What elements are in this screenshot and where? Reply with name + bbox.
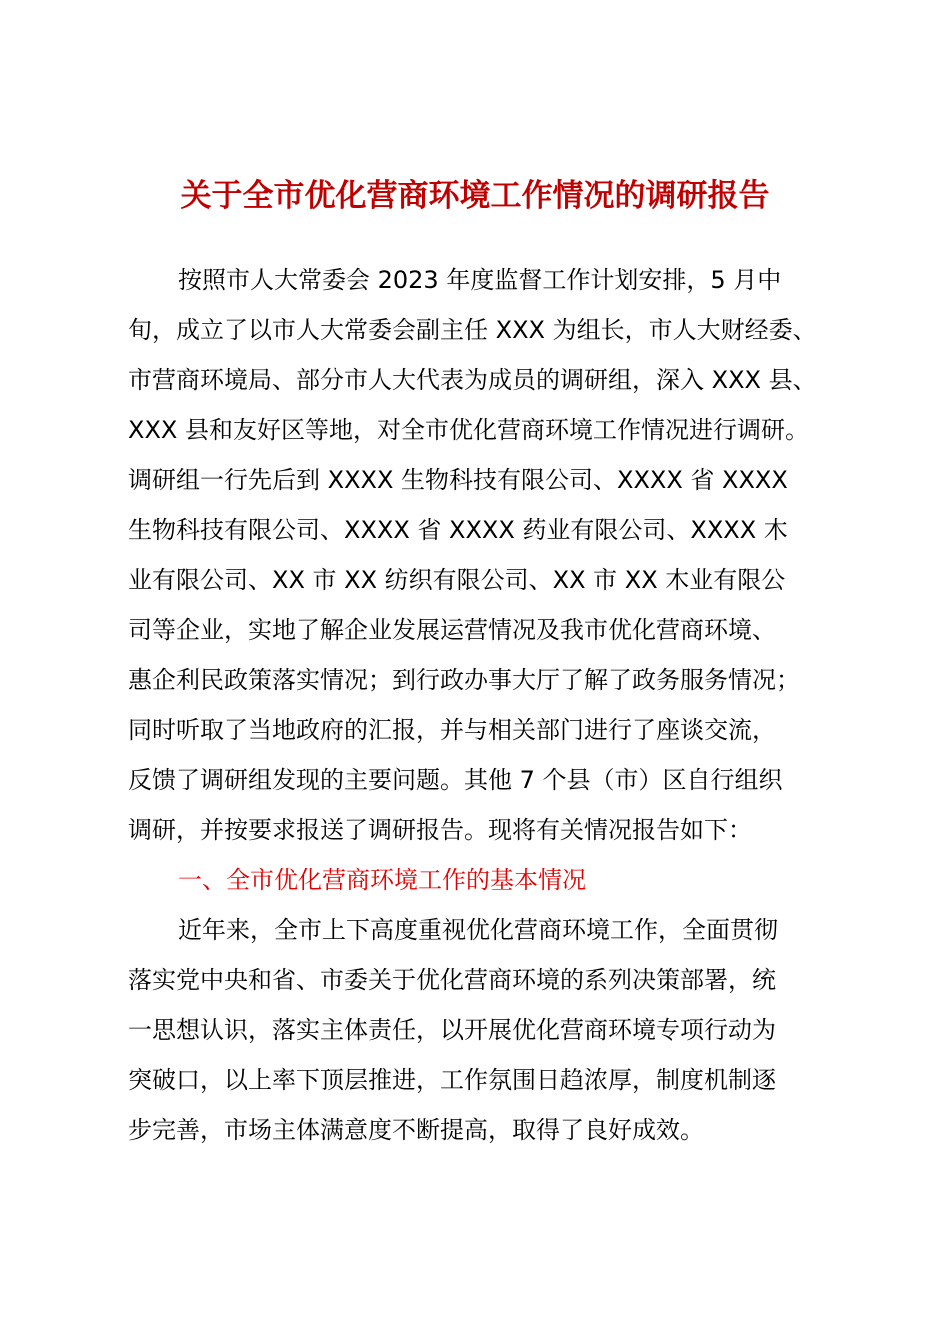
paragraph-line: 步完善，市场主体满意度不断提高，取得了良好成效。 (128, 1116, 704, 1144)
paragraph-line: 同时听取了当地政府的汇报，并与相关部门进行了座谈交流， (128, 716, 776, 744)
paragraph-line: 按照市人大常委会 2023 年度监督工作计划安排，5 月中 (178, 266, 782, 294)
paragraph-line: 旬，成立了以市人大常委会副主任 XXX 为组长，市人大财经委、 (128, 316, 817, 344)
paragraph-line: 近年来，全市上下高度重视优化营商环境工作，全面贯彻 (178, 916, 778, 944)
paragraph-line: 生物科技有限公司、XXXX 省 XXXX 药业有限公司、XXXX 木 (128, 516, 788, 544)
paragraph-line: 突破口，以上率下顶层推进，工作氛围日趋浓厚，制度机制逐 (128, 1066, 776, 1094)
document-title: 关于全市优化营商环境工作情况的调研报告 (180, 178, 770, 214)
paragraph-line: 惠企利民政策落实情况；到行政办事大厅了解了政务服务情况； (128, 666, 800, 694)
paragraph-line: 市营商环境局、部分市人大代表为成员的调研组，深入 XXX 县、 (128, 366, 817, 394)
paragraph-line: XXX 县和友好区等地，对全市优化营商环境工作情况进行调研。 (128, 416, 809, 444)
paragraph-line: 落实党中央和省、市委关于优化营商环境的系列决策部署，统 (128, 966, 776, 994)
paragraph-line: 司等企业，实地了解企业发展运营情况及我市优化营商环境、 (128, 616, 776, 644)
paragraph-line: 调研组一行先后到 XXXX 生物科技有限公司、XXXX 省 XXXX (128, 466, 788, 494)
paragraph-line: 调研，并按要求报送了调研报告。现将有关情况报告如下： (128, 816, 752, 844)
section-heading: 一、全市优化营商环境工作的基本情况 (178, 866, 586, 894)
paragraph-line: 反馈了调研组发现的主要问题。其他 7 个县（市）区自行组织 (128, 766, 783, 794)
paragraph-line: 一思想认识，落实主体责任，以开展优化营商环境专项行动为 (128, 1016, 776, 1044)
paragraph-line: 业有限公司、XX 市 XX 纺织有限公司、XX 市 XX 木业有限公 (128, 566, 786, 594)
